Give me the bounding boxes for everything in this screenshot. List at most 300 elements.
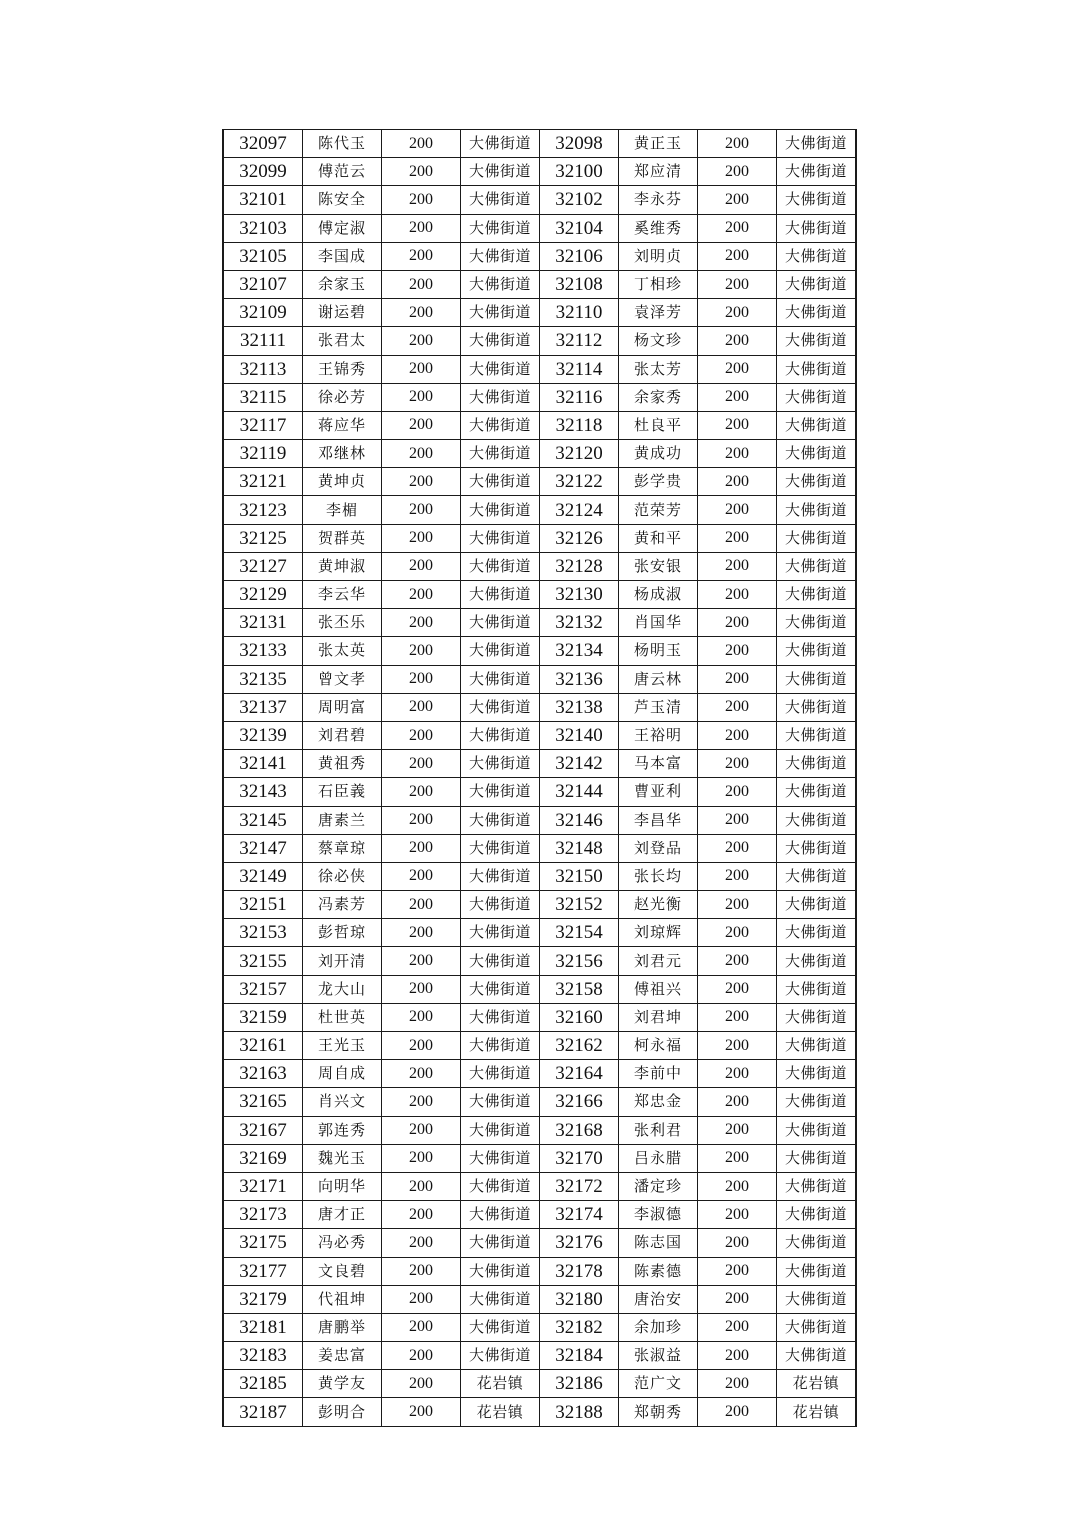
area-cell: 大佛街道 <box>461 1003 540 1031</box>
record-number-cell: 32100 <box>540 158 619 186</box>
amount-cell: 200 <box>382 355 461 383</box>
area-cell: 大佛街道 <box>461 1144 540 1172</box>
amount-cell: 200 <box>382 214 461 242</box>
amount-cell: 200 <box>698 750 777 778</box>
person-name-cell: 丁相珍 <box>619 270 698 298</box>
amount-cell: 200 <box>698 1144 777 1172</box>
person-name-cell: 柯永福 <box>619 1032 698 1060</box>
record-number-cell: 32114 <box>540 355 619 383</box>
person-name-cell: 芦玉清 <box>619 693 698 721</box>
record-number-cell: 32133 <box>223 637 303 665</box>
table-row <box>223 270 856 298</box>
area-cell: 大佛街道 <box>777 1257 857 1285</box>
amount-cell: 200 <box>382 947 461 975</box>
record-number-cell: 32157 <box>223 975 303 1003</box>
table-row <box>223 299 856 327</box>
person-name-cell: 潘定珍 <box>619 1172 698 1200</box>
area-cell: 大佛街道 <box>461 862 540 890</box>
person-name-cell: 余家秀 <box>619 383 698 411</box>
area-cell: 大佛街道 <box>777 496 857 524</box>
area-cell: 大佛街道 <box>777 947 857 975</box>
amount-cell: 200 <box>382 440 461 468</box>
area-cell: 大佛街道 <box>777 721 857 749</box>
area-cell: 大佛街道 <box>777 1060 857 1088</box>
amount-cell: 200 <box>382 242 461 270</box>
area-cell: 大佛街道 <box>461 721 540 749</box>
person-name-cell: 黄和平 <box>619 524 698 552</box>
area-cell: 大佛街道 <box>461 383 540 411</box>
amount-cell: 200 <box>382 721 461 749</box>
amount-cell: 200 <box>698 1313 777 1341</box>
amount-cell: 200 <box>382 1257 461 1285</box>
record-number-cell: 32130 <box>540 581 619 609</box>
area-cell: 大佛街道 <box>777 1144 857 1172</box>
person-name-cell: 袁泽芳 <box>619 299 698 327</box>
record-number-cell: 32185 <box>223 1370 303 1398</box>
area-cell: 大佛街道 <box>777 1116 857 1144</box>
record-number-cell: 32113 <box>223 355 303 383</box>
person-name-cell: 傅定淑 <box>303 214 382 242</box>
amount-cell: 200 <box>382 270 461 298</box>
person-name-cell: 唐素兰 <box>303 806 382 834</box>
area-cell: 大佛街道 <box>777 806 857 834</box>
amount-cell: 200 <box>698 834 777 862</box>
person-name-cell: 刘登品 <box>619 834 698 862</box>
record-number-cell: 32154 <box>540 919 619 947</box>
table-row <box>223 552 856 580</box>
person-name-cell: 唐才正 <box>303 1201 382 1229</box>
record-number-cell: 32136 <box>540 665 619 693</box>
person-name-cell: 彭学贵 <box>619 468 698 496</box>
record-number-cell: 32140 <box>540 721 619 749</box>
amount-cell: 200 <box>382 834 461 862</box>
amount-cell: 200 <box>382 524 461 552</box>
record-number-cell: 32134 <box>540 637 619 665</box>
person-name-cell: 刘开清 <box>303 947 382 975</box>
area-cell: 大佛街道 <box>777 581 857 609</box>
record-number-cell: 32108 <box>540 270 619 298</box>
person-name-cell: 刘琼辉 <box>619 919 698 947</box>
person-name-cell: 傅范云 <box>303 158 382 186</box>
person-name-cell: 张太芳 <box>619 355 698 383</box>
record-number-cell: 32182 <box>540 1313 619 1341</box>
area-cell: 大佛街道 <box>777 327 857 355</box>
amount-cell: 200 <box>698 327 777 355</box>
amount-cell: 200 <box>698 609 777 637</box>
record-number-cell: 32147 <box>223 834 303 862</box>
amount-cell: 200 <box>382 1116 461 1144</box>
record-number-cell: 32183 <box>223 1342 303 1370</box>
record-number-cell: 32170 <box>540 1144 619 1172</box>
person-name-cell: 黄学友 <box>303 1370 382 1398</box>
table-row <box>223 1032 856 1060</box>
area-cell: 大佛街道 <box>461 496 540 524</box>
amount-cell: 200 <box>382 158 461 186</box>
area-cell: 大佛街道 <box>777 665 857 693</box>
amount-cell: 200 <box>698 440 777 468</box>
area-cell: 大佛街道 <box>777 130 857 158</box>
amount-cell: 200 <box>382 383 461 411</box>
record-number-cell: 32158 <box>540 975 619 1003</box>
amount-cell: 200 <box>382 1088 461 1116</box>
area-cell: 大佛街道 <box>777 1172 857 1200</box>
amount-cell: 200 <box>382 327 461 355</box>
record-number-cell: 32169 <box>223 1144 303 1172</box>
area-cell: 大佛街道 <box>461 806 540 834</box>
record-number-cell: 32098 <box>540 130 619 158</box>
area-cell: 大佛街道 <box>461 158 540 186</box>
area-cell: 大佛街道 <box>777 1201 857 1229</box>
area-cell: 大佛街道 <box>461 1285 540 1313</box>
amount-cell: 200 <box>698 806 777 834</box>
amount-cell: 200 <box>698 581 777 609</box>
person-name-cell: 魏光玉 <box>303 1144 382 1172</box>
area-cell: 大佛街道 <box>461 1201 540 1229</box>
record-number-cell: 32138 <box>540 693 619 721</box>
person-name-cell: 马本富 <box>619 750 698 778</box>
table-row <box>223 1229 856 1257</box>
person-name-cell: 姜忠富 <box>303 1342 382 1370</box>
person-name-cell: 贺群英 <box>303 524 382 552</box>
amount-cell: 200 <box>698 862 777 890</box>
area-cell: 大佛街道 <box>461 186 540 214</box>
record-number-cell: 32137 <box>223 693 303 721</box>
record-number-cell: 32145 <box>223 806 303 834</box>
area-cell: 大佛街道 <box>461 975 540 1003</box>
record-number-cell: 32124 <box>540 496 619 524</box>
area-cell: 大佛街道 <box>461 1060 540 1088</box>
record-number-cell: 32103 <box>223 214 303 242</box>
record-number-cell: 32104 <box>540 214 619 242</box>
area-cell: 大佛街道 <box>461 693 540 721</box>
person-name-cell: 蒋应华 <box>303 411 382 439</box>
amount-cell: 200 <box>382 750 461 778</box>
amount-cell: 200 <box>382 891 461 919</box>
area-cell: 大佛街道 <box>777 750 857 778</box>
record-number-cell: 32139 <box>223 721 303 749</box>
record-number-cell: 32178 <box>540 1257 619 1285</box>
area-cell: 大佛街道 <box>461 130 540 158</box>
area-cell: 大佛街道 <box>777 383 857 411</box>
person-name-cell: 王光玉 <box>303 1032 382 1060</box>
person-name-cell: 彭哲琼 <box>303 919 382 947</box>
record-number-cell: 32120 <box>540 440 619 468</box>
amount-cell: 200 <box>382 975 461 1003</box>
area-cell: 大佛街道 <box>461 1342 540 1370</box>
record-number-cell: 32181 <box>223 1313 303 1341</box>
area-cell: 大佛街道 <box>777 158 857 186</box>
area-cell: 大佛街道 <box>777 778 857 806</box>
area-cell: 大佛街道 <box>461 891 540 919</box>
table-row <box>223 834 856 862</box>
area-cell: 大佛街道 <box>777 270 857 298</box>
area-cell: 大佛街道 <box>777 1342 857 1370</box>
amount-cell: 200 <box>382 411 461 439</box>
table-row <box>223 355 856 383</box>
area-cell: 大佛街道 <box>777 637 857 665</box>
person-name-cell: 张淑益 <box>619 1342 698 1370</box>
amount-cell: 200 <box>382 919 461 947</box>
area-cell: 大佛街道 <box>461 524 540 552</box>
record-number-cell: 32101 <box>223 186 303 214</box>
person-name-cell: 赵光衡 <box>619 891 698 919</box>
person-name-cell: 冯必秀 <box>303 1229 382 1257</box>
person-name-cell: 周自成 <box>303 1060 382 1088</box>
area-cell: 大佛街道 <box>461 1088 540 1116</box>
amount-cell: 200 <box>698 1172 777 1200</box>
area-cell: 大佛街道 <box>461 919 540 947</box>
table-row <box>223 1003 856 1031</box>
person-name-cell: 傅祖兴 <box>619 975 698 1003</box>
person-name-cell: 李前中 <box>619 1060 698 1088</box>
amount-cell: 200 <box>382 609 461 637</box>
person-name-cell: 唐鹏举 <box>303 1313 382 1341</box>
amount-cell: 200 <box>698 721 777 749</box>
area-cell: 大佛街道 <box>461 299 540 327</box>
area-cell: 大佛街道 <box>461 1032 540 1060</box>
record-number-cell: 32106 <box>540 242 619 270</box>
area-cell: 大佛街道 <box>461 750 540 778</box>
area-cell: 大佛街道 <box>777 1032 857 1060</box>
area-cell: 大佛街道 <box>461 242 540 270</box>
record-number-cell: 32151 <box>223 891 303 919</box>
amount-cell: 200 <box>698 637 777 665</box>
person-name-cell: 刘明贞 <box>619 242 698 270</box>
amount-cell: 200 <box>698 242 777 270</box>
person-name-cell: 黄成功 <box>619 440 698 468</box>
person-name-cell: 奚维秀 <box>619 214 698 242</box>
record-number-cell: 32148 <box>540 834 619 862</box>
area-cell: 花岩镇 <box>461 1370 540 1398</box>
record-number-cell: 32152 <box>540 891 619 919</box>
person-name-cell: 刘君元 <box>619 947 698 975</box>
person-name-cell: 杨文珍 <box>619 327 698 355</box>
area-cell: 大佛街道 <box>777 242 857 270</box>
person-name-cell: 杜世英 <box>303 1003 382 1031</box>
record-number-cell: 32184 <box>540 1342 619 1370</box>
table-row <box>223 1257 856 1285</box>
person-name-cell: 肖国华 <box>619 609 698 637</box>
record-number-cell: 32174 <box>540 1201 619 1229</box>
area-cell: 大佛街道 <box>777 411 857 439</box>
person-name-cell: 张利君 <box>619 1116 698 1144</box>
person-name-cell: 陈志国 <box>619 1229 698 1257</box>
amount-cell: 200 <box>382 496 461 524</box>
person-name-cell: 杜良平 <box>619 411 698 439</box>
table-row <box>223 1116 856 1144</box>
amount-cell: 200 <box>382 1060 461 1088</box>
record-number-cell: 32116 <box>540 383 619 411</box>
roster-body <box>223 130 856 1427</box>
area-cell: 大佛街道 <box>777 552 857 580</box>
person-name-cell: 谢运碧 <box>303 299 382 327</box>
record-number-cell: 32150 <box>540 862 619 890</box>
person-name-cell: 曹亚利 <box>619 778 698 806</box>
amount-cell: 200 <box>698 524 777 552</box>
record-number-cell: 32177 <box>223 1257 303 1285</box>
person-name-cell: 徐必侠 <box>303 862 382 890</box>
table-row <box>223 1370 856 1398</box>
area-cell: 大佛街道 <box>777 1285 857 1313</box>
area-cell: 大佛街道 <box>461 1116 540 1144</box>
table-row <box>223 214 856 242</box>
area-cell: 大佛街道 <box>461 947 540 975</box>
record-number-cell: 32146 <box>540 806 619 834</box>
person-name-cell: 龙大山 <box>303 975 382 1003</box>
area-cell: 大佛街道 <box>777 524 857 552</box>
amount-cell: 200 <box>698 1201 777 1229</box>
record-number-cell: 32118 <box>540 411 619 439</box>
area-cell: 大佛街道 <box>461 665 540 693</box>
area-cell: 大佛街道 <box>777 214 857 242</box>
record-number-cell: 32141 <box>223 750 303 778</box>
record-number-cell: 32144 <box>540 778 619 806</box>
amount-cell: 200 <box>382 806 461 834</box>
person-name-cell: 余加珍 <box>619 1313 698 1341</box>
table-row <box>223 891 856 919</box>
person-name-cell: 余家玉 <box>303 270 382 298</box>
amount-cell: 200 <box>382 1032 461 1060</box>
amount-cell: 200 <box>382 299 461 327</box>
table-row <box>223 524 856 552</box>
table-row <box>223 327 856 355</box>
table-row <box>223 242 856 270</box>
person-name-cell: 李淑德 <box>619 1201 698 1229</box>
person-name-cell: 郭连秀 <box>303 1116 382 1144</box>
area-cell: 大佛街道 <box>461 411 540 439</box>
area-cell: 大佛街道 <box>461 1172 540 1200</box>
area-cell: 大佛街道 <box>777 1003 857 1031</box>
person-name-cell: 向明华 <box>303 1172 382 1200</box>
record-number-cell: 32142 <box>540 750 619 778</box>
record-number-cell: 32117 <box>223 411 303 439</box>
table-row <box>223 693 856 721</box>
amount-cell: 200 <box>698 411 777 439</box>
amount-cell: 200 <box>698 665 777 693</box>
amount-cell: 200 <box>698 919 777 947</box>
area-cell: 大佛街道 <box>777 1313 857 1341</box>
table-row <box>223 158 856 186</box>
person-name-cell: 范荣芳 <box>619 496 698 524</box>
table-row <box>223 383 856 411</box>
amount-cell: 200 <box>698 214 777 242</box>
record-number-cell: 32122 <box>540 468 619 496</box>
person-name-cell: 李永芬 <box>619 186 698 214</box>
amount-cell: 200 <box>382 1398 461 1426</box>
table-row <box>223 975 856 1003</box>
person-name-cell: 杨明玉 <box>619 637 698 665</box>
area-cell: 大佛街道 <box>461 834 540 862</box>
record-number-cell: 32156 <box>540 947 619 975</box>
area-cell: 花岩镇 <box>777 1370 857 1398</box>
person-name-cell: 李国成 <box>303 242 382 270</box>
table-row <box>223 1313 856 1341</box>
record-number-cell: 32099 <box>223 158 303 186</box>
record-number-cell: 32163 <box>223 1060 303 1088</box>
record-number-cell: 32159 <box>223 1003 303 1031</box>
record-number-cell: 32175 <box>223 1229 303 1257</box>
table-row <box>223 665 856 693</box>
table-row <box>223 1088 856 1116</box>
amount-cell: 200 <box>382 778 461 806</box>
amount-cell: 200 <box>382 130 461 158</box>
amount-cell: 200 <box>698 1229 777 1257</box>
record-number-cell: 32135 <box>223 665 303 693</box>
record-number-cell: 32168 <box>540 1116 619 1144</box>
table-row <box>223 130 856 158</box>
area-cell: 大佛街道 <box>461 440 540 468</box>
record-number-cell: 32125 <box>223 524 303 552</box>
record-number-cell: 32110 <box>540 299 619 327</box>
amount-cell: 200 <box>698 355 777 383</box>
amount-cell: 200 <box>382 1144 461 1172</box>
person-name-cell: 唐云林 <box>619 665 698 693</box>
amount-cell: 200 <box>382 581 461 609</box>
table-row <box>223 637 856 665</box>
record-number-cell: 32132 <box>540 609 619 637</box>
person-name-cell: 邓继林 <box>303 440 382 468</box>
record-number-cell: 32115 <box>223 383 303 411</box>
table-row <box>223 411 856 439</box>
person-name-cell: 陈素德 <box>619 1257 698 1285</box>
amount-cell: 200 <box>698 1088 777 1116</box>
area-cell: 大佛街道 <box>461 468 540 496</box>
area-cell: 大佛街道 <box>777 975 857 1003</box>
record-number-cell: 32097 <box>223 130 303 158</box>
record-number-cell: 32143 <box>223 778 303 806</box>
amount-cell: 200 <box>382 862 461 890</box>
person-name-cell: 张丕乐 <box>303 609 382 637</box>
person-name-cell: 张长均 <box>619 862 698 890</box>
amount-cell: 200 <box>382 1003 461 1031</box>
record-number-cell: 32180 <box>540 1285 619 1313</box>
amount-cell: 200 <box>698 1032 777 1060</box>
amount-cell: 200 <box>382 1229 461 1257</box>
area-cell: 大佛街道 <box>461 327 540 355</box>
table-row <box>223 1201 856 1229</box>
record-number-cell: 32165 <box>223 1088 303 1116</box>
subsidy-roster-table <box>222 129 857 1427</box>
amount-cell: 200 <box>698 1116 777 1144</box>
person-name-cell: 周明富 <box>303 693 382 721</box>
person-name-cell: 李楣 <box>303 496 382 524</box>
amount-cell: 200 <box>698 1370 777 1398</box>
area-cell: 大佛街道 <box>461 637 540 665</box>
record-number-cell: 32105 <box>223 242 303 270</box>
amount-cell: 200 <box>698 383 777 411</box>
table-row <box>223 862 856 890</box>
person-name-cell: 吕永腊 <box>619 1144 698 1172</box>
area-cell: 大佛街道 <box>461 1229 540 1257</box>
record-number-cell: 32129 <box>223 581 303 609</box>
amount-cell: 200 <box>698 468 777 496</box>
record-number-cell: 32179 <box>223 1285 303 1313</box>
amount-cell: 200 <box>698 975 777 1003</box>
area-cell: 大佛街道 <box>461 355 540 383</box>
area-cell: 大佛街道 <box>777 186 857 214</box>
person-name-cell: 郑忠金 <box>619 1088 698 1116</box>
record-number-cell: 32107 <box>223 270 303 298</box>
area-cell: 大佛街道 <box>461 1313 540 1341</box>
record-number-cell: 32126 <box>540 524 619 552</box>
area-cell: 大佛街道 <box>777 891 857 919</box>
person-name-cell: 曾文孝 <box>303 665 382 693</box>
person-name-cell: 刘君坤 <box>619 1003 698 1031</box>
amount-cell: 200 <box>698 1257 777 1285</box>
amount-cell: 200 <box>698 270 777 298</box>
table-row <box>223 806 856 834</box>
person-name-cell: 张君太 <box>303 327 382 355</box>
